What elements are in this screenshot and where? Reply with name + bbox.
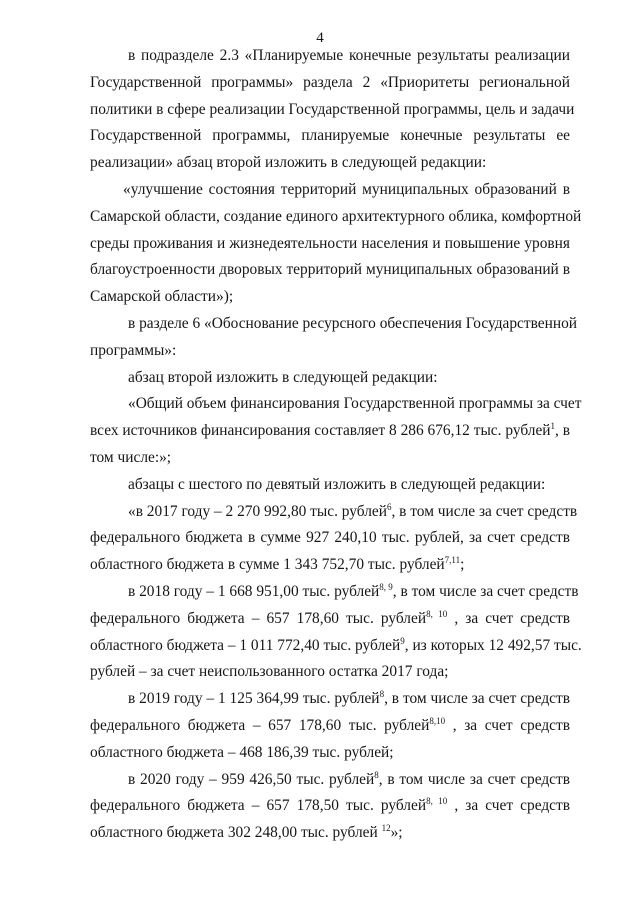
text-line xyxy=(90,472,570,499)
line-text: в 2019 году – 1 125 364,99 тыс. рублей xyxy=(128,690,380,708)
line-text: Государственной программы» раздела 2 «Приоритеты региональной xyxy=(90,73,570,91)
line-text: в 2020 году – 959 426,50 тыс. рублей xyxy=(128,770,375,788)
line-text-continuation: »; xyxy=(390,824,403,842)
line-text: федерального бюджета в сумме 927 240,10 тыс. рублей, за счет средств xyxy=(90,529,570,547)
text-line xyxy=(90,793,570,820)
text-line xyxy=(90,418,570,445)
line-text: том числе:»; xyxy=(90,448,172,466)
line-text: «в 2017 году – 2 270 992,80 тыс. рублей xyxy=(128,502,387,520)
line-text: областного бюджета – 1 011 772,40 тыс. рублей xyxy=(90,636,401,654)
text-line xyxy=(90,284,570,311)
text-line xyxy=(90,150,570,177)
line-text: абзац второй изложить в следующей редакции: xyxy=(128,368,438,386)
line-text: программы»: xyxy=(90,341,177,359)
text-line xyxy=(90,177,570,204)
text-line xyxy=(90,445,570,472)
text-line xyxy=(90,633,582,660)
text-line xyxy=(90,257,570,284)
line-text-continuation: , в том числе за счет средств xyxy=(391,502,578,520)
footnote-reference: 6 xyxy=(386,501,392,512)
footnote-reference: 8, 10 xyxy=(426,608,448,619)
text-line xyxy=(90,365,570,392)
footnote-reference: 8,10 xyxy=(429,715,446,726)
text-line xyxy=(90,713,570,740)
text-line xyxy=(90,231,570,258)
footnote-reference: 8, 9 xyxy=(379,581,393,592)
page-number: 4 xyxy=(316,30,324,46)
line-text-continuation: ; xyxy=(460,556,465,574)
text-line xyxy=(90,659,570,686)
line-text-continuation: , в том числе за счет средств xyxy=(378,770,571,788)
line-text: политики в сфере реализации Государственной программы, цель и задачи xyxy=(90,100,575,118)
line-text: реализации» абзац второй изложить в следующей редакции: xyxy=(90,154,487,172)
line-text: Самарской области, создание единого архитектурного облика, комфортной xyxy=(90,207,582,225)
text-line xyxy=(90,606,570,633)
text-line xyxy=(90,740,570,767)
text-line xyxy=(90,391,582,418)
line-text: Самарской области»); xyxy=(90,288,234,306)
line-text: «Общий объем финансирования Государственной программы за счет xyxy=(128,395,582,413)
footnote-reference: 1 xyxy=(550,421,556,432)
line-text-continuation: , в том числе за счет средств xyxy=(392,582,579,600)
text-line xyxy=(90,204,582,231)
line-text-continuation: , за счет средств xyxy=(447,797,570,815)
line-text: в 2018 году – 1 668 951,00 тыс. рублей xyxy=(128,582,380,600)
text-line xyxy=(90,525,570,552)
line-text: среды проживания и жизнедеятельности населения и повышение уровня xyxy=(90,234,570,252)
line-text: благоустроенности дворовых территорий муниципальных образований в xyxy=(90,261,570,279)
text-line xyxy=(90,686,570,713)
footnote-reference: 8 xyxy=(374,769,379,780)
line-text: федерального бюджета – 657 178,60 тыс. рублей xyxy=(90,716,430,734)
text-line xyxy=(90,499,578,526)
text-line xyxy=(90,70,570,97)
line-text: всех источников финансирования составляет 8 286 676,12 тыс. рублей xyxy=(90,422,551,440)
text-line xyxy=(90,338,570,365)
text-line xyxy=(90,43,570,70)
line-text: Государственной программы, планируемые конечные результаты ее xyxy=(90,127,570,145)
line-text: в подразделе 2.3 «Планируемые конечные результаты реализации xyxy=(128,47,570,64)
text-line xyxy=(90,767,570,794)
line-text: областного бюджета 302 248,00 тыс. рублей xyxy=(90,824,382,842)
line-text: рублей – за счет неиспользованного остатка 2017 года; xyxy=(90,663,449,681)
line-text: федерального бюджета – 657 178,60 тыс. рублей xyxy=(90,609,427,627)
line-text: в разделе 6 «Обоснование ресурсного обеспечения Государственной xyxy=(128,314,578,332)
text-line xyxy=(90,97,575,124)
line-text: «улучшение состояния территорий муниципальных образований в xyxy=(123,180,570,198)
text-line xyxy=(90,552,570,579)
footnote-reference: 9 xyxy=(400,635,405,646)
line-text-continuation: , в том числе за счет средств xyxy=(384,690,571,708)
line-text-continuation: , в xyxy=(555,422,570,440)
footnote-reference: 7,11 xyxy=(444,555,461,566)
line-text: федерального бюджета – 657 178,50 тыс. рублей xyxy=(90,797,427,815)
text-line xyxy=(90,123,570,150)
line-text-continuation: , за счет средств xyxy=(447,609,570,627)
line-text: абзацы с шестого по девятый изложить в следующей редакции: xyxy=(128,475,546,493)
footnote-reference: 12 xyxy=(381,823,391,834)
text-line xyxy=(90,311,578,338)
footnote-reference: 8 xyxy=(379,689,385,700)
document-text xyxy=(90,43,582,847)
text-line xyxy=(90,579,579,606)
text-line xyxy=(90,820,570,847)
line-text-continuation: , из которых 12 492,57 тыс. xyxy=(404,636,582,654)
footnote-reference: 8, 10 xyxy=(426,796,448,807)
line-text-continuation: , за счет средств xyxy=(445,716,571,734)
line-text: областного бюджета – 468 186,39 тыс. рублей; xyxy=(90,743,394,761)
line-text: областного бюджета в сумме 1 343 752,70 тыс. рублей xyxy=(90,556,445,574)
